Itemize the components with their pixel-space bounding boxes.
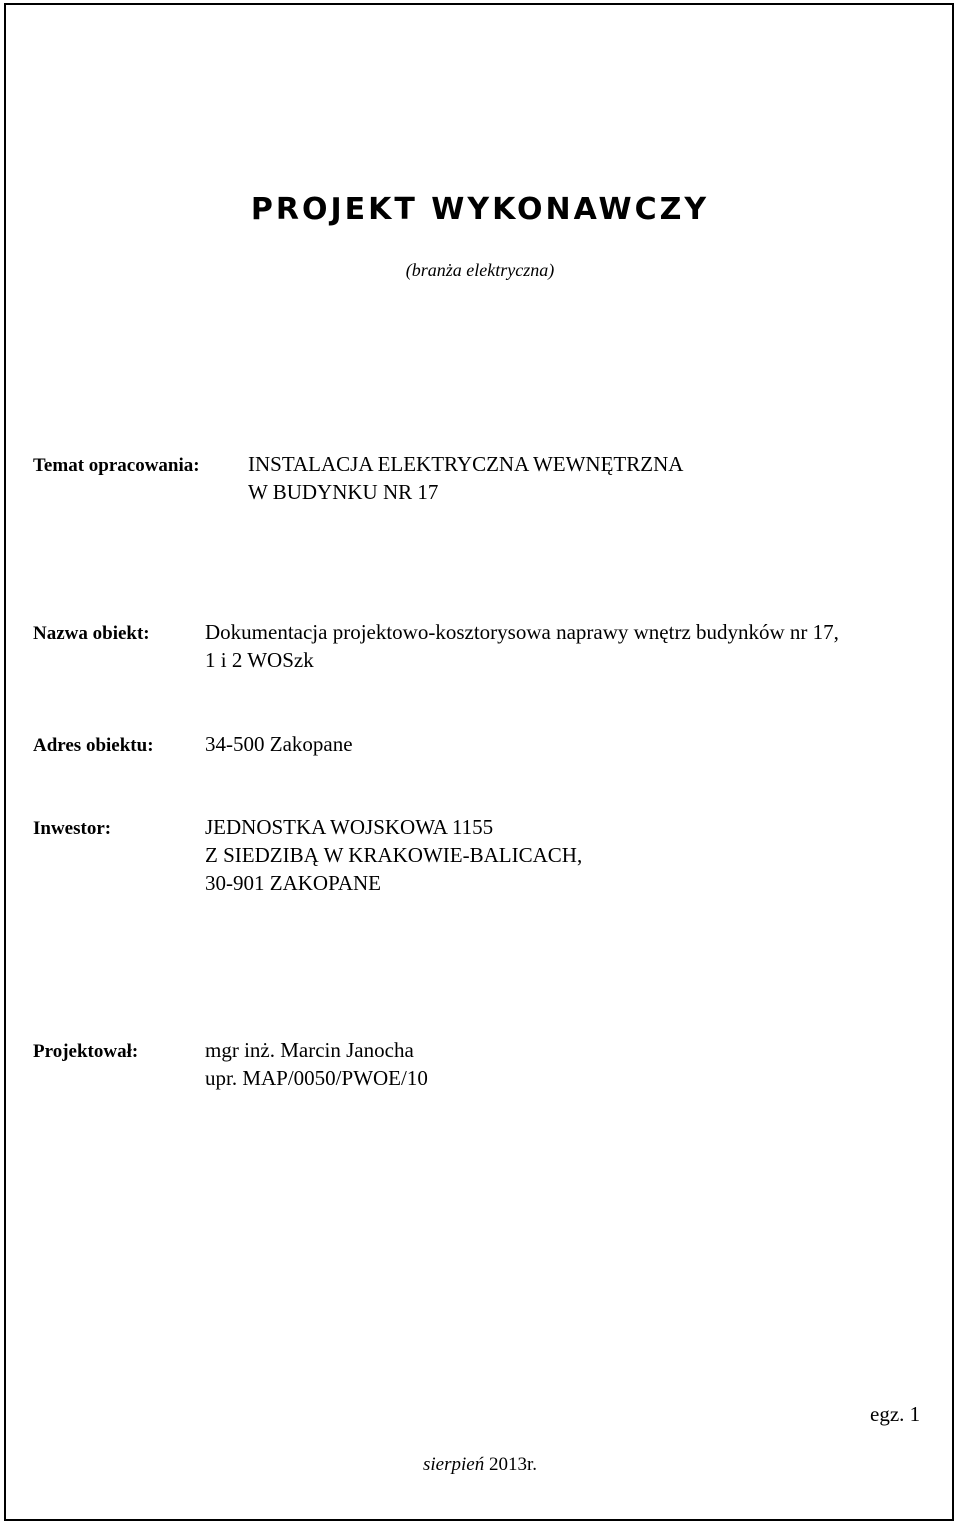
designer-label: Projektował: — [33, 1041, 139, 1062]
date-year: 2013r. — [488, 1454, 537, 1475]
investor-line-1: JEDNOSTKA WOJSKOWA 1155 — [205, 815, 494, 839]
address-value — [205, 730, 353, 758]
copy-number: egz. 1 — [870, 1402, 921, 1426]
designer-line-2: upr. MAP/0050/PWOE/10 — [205, 1066, 428, 1090]
object-name-line-1: Dokumentacja projektowo-kosztorysowa naprawy wnętrz budynków nr 17, — [205, 620, 839, 644]
investor-line-2: Z SIEDZIBĄ W KRAKOWIE-BALICACH, — [205, 843, 583, 867]
topic-line-2: W BUDYNKU NR 17 — [248, 480, 439, 504]
date-month: sierpień — [423, 1454, 485, 1475]
page-border — [4, 3, 954, 1521]
address-line-1: 34-500 Zakopane — [205, 732, 353, 756]
document-title: PROJEKT WYKONAWCZY — [250, 192, 710, 227]
investor-value — [205, 813, 582, 897]
address-label: Adres obiektu: — [33, 735, 154, 756]
object-name-label: Nazwa obiekt: — [33, 623, 150, 644]
investor-label: Inwestor: — [33, 818, 112, 839]
topic-line-1: INSTALACJA ELEKTRYCZNA WEWNĘTRZNA — [248, 452, 684, 476]
document-subtitle: (branża elektryczna) — [405, 260, 555, 280]
investor-line-3: 30-901 ZAKOPANE — [205, 871, 381, 895]
topic-label: Temat opracowania: — [33, 455, 200, 476]
document-date — [0, 1452, 960, 1478]
topic-value — [248, 450, 683, 506]
designer-line-1: mgr inż. Marcin Janocha — [205, 1038, 414, 1062]
designer-value — [205, 1036, 428, 1092]
object-name-line-2: 1 i 2 WOSzk — [205, 648, 314, 672]
object-name-value — [205, 618, 839, 674]
